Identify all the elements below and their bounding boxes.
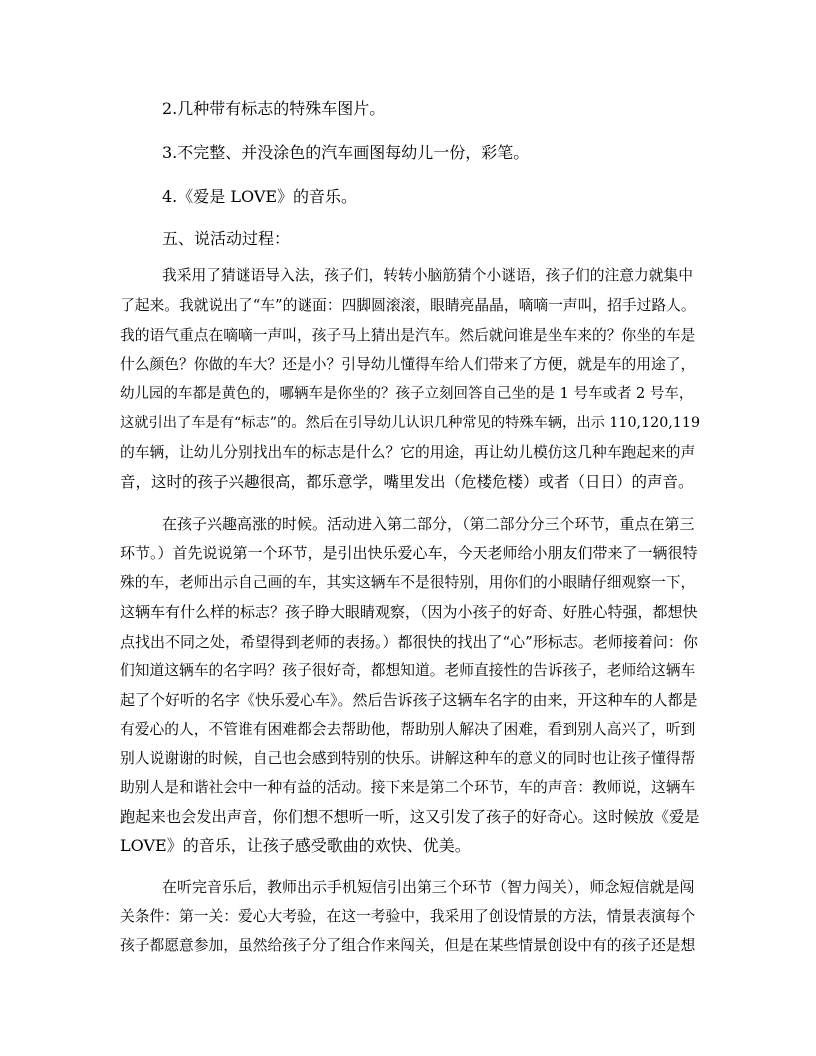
paragraph-3-line: 在听完音乐后，教师出示手机短信引出第三个环节（智力闯关），师念短信就是闯 [162, 878, 695, 896]
list-item: 4.《爱是 LOVE》的音乐。 [162, 187, 358, 206]
paragraph-2-line: 点找出不同之处，希望得到老师的表扬。）都很快的找出了“心”形标志。老师接着问：你 [120, 633, 698, 651]
paragraph-2-line: 环节。）首先说说第一个环节，是引出快乐爱心车，今天老师给小朋友们带来了一辆很特 [120, 544, 698, 562]
paragraph-3-line: 关条件：第一关：爱心大考验，在这一考验中，我采用了创设情景的方法，情景表演每个 [120, 908, 696, 925]
paragraph-2-line: 别人说谢谢的时候，自己也会感到特别的快乐。讲解这种车的意义的同时也让孩子懂得帮 [120, 750, 696, 767]
paragraph-2-line: 跑起来也会发出声音，你们想不想听一听，这又引发了孩子的好奇心。这时候放《爱是 [120, 808, 700, 826]
paragraph-1-line: 音，这时的孩子兴趣很高，都乐意学，嘴里发出（危楼危楼）或者（日日）的声音。 [120, 473, 694, 491]
section-heading: 五、说活动过程： [162, 229, 291, 248]
paragraph-2-line: 这辆车有什么样的标志？孩子睁大眼睛观察，（因为小孩子的好奇、好胜心特强，都想快 [120, 603, 698, 621]
paragraph-1-line: 我采用了猜谜语导入法，孩子们，转转小脑筋猜个小谜语，孩子们的注意力就集中 [162, 267, 693, 284]
paragraph-3-line: 孩子都愿意参加，虽然给孩子分了组合作来闯关，但是在某些情景创设中有的孩子还是想 [120, 937, 696, 954]
paragraph-1-line: 幼儿园的车都是黄色的，哪辆车是你坐的？孩子立刻回答自己坐的是 1 号车或者 2 号车， [120, 386, 694, 402]
list-item: 3.不完整、并没涂色的汽车画图每幼儿一份，彩笔。 [162, 143, 530, 162]
paragraph-1-line: 了起来。我就说出了“车”的谜面：四脚圆滚滚，眼睛亮晶晶，嘀嘀一声叫，招手过路人。 [120, 297, 696, 314]
paragraph-1-line: 什么颜色？你做的车大？还是小？引导幼儿懂得车给人们带来了方便，就是车的用途了， [120, 356, 696, 373]
paragraph-2-line: 助别人是和谐社会中一种有益的活动。接下来是第二个环节，车的声音：教师说，这辆车 [120, 779, 696, 796]
paragraph-1-line: 的车辆，让幼儿分别找出车的标志是什么？它的用途，再让幼儿模仿这几种车跑起来的声 [120, 444, 696, 461]
paragraph-2-line: 们知道这辆车的名字吗？孩子很好奇，都想知道。老师直接性的告诉孩子，老师给这辆车 [120, 662, 696, 679]
paragraph-2-line: 起了个好听的名字《快乐爱心车》。然后告诉孩子这辆车名字的由来，开这种车的人都是 [120, 691, 698, 709]
paragraph-2-line: 殊的车，老师出示自己画的车，其实这辆车不是很特别，用你们的小眼睛仔细观察一下， [120, 574, 696, 591]
list-item: 2.几种带有标志的特殊车图片。 [162, 99, 386, 118]
paragraph-2-line: LOVE》的音乐，让孩子感受歌曲的欢快、优美。 [120, 836, 471, 855]
paragraph-2-line: 有爱心的人，不管谁有困难都会去帮助他，帮助别人解决了困难，看到别人高兴了，听到 [120, 721, 696, 738]
paragraph-1-line: 这就引出了车是有“标志”的。然后在引导幼儿认识几种常见的特殊车辆，出示 110,120,119 [120, 415, 701, 431]
paragraph-2-line: 在孩子兴趣高涨的时候。活动进入第二部分，（第二部分分三个环节，重点在第三 [162, 515, 695, 533]
paragraph-1-line: 我的语气重点在嘀嘀一声叫，孩子马上猜出是汽车。然后就问谁是坐车来的？你坐的车是 [120, 327, 696, 344]
